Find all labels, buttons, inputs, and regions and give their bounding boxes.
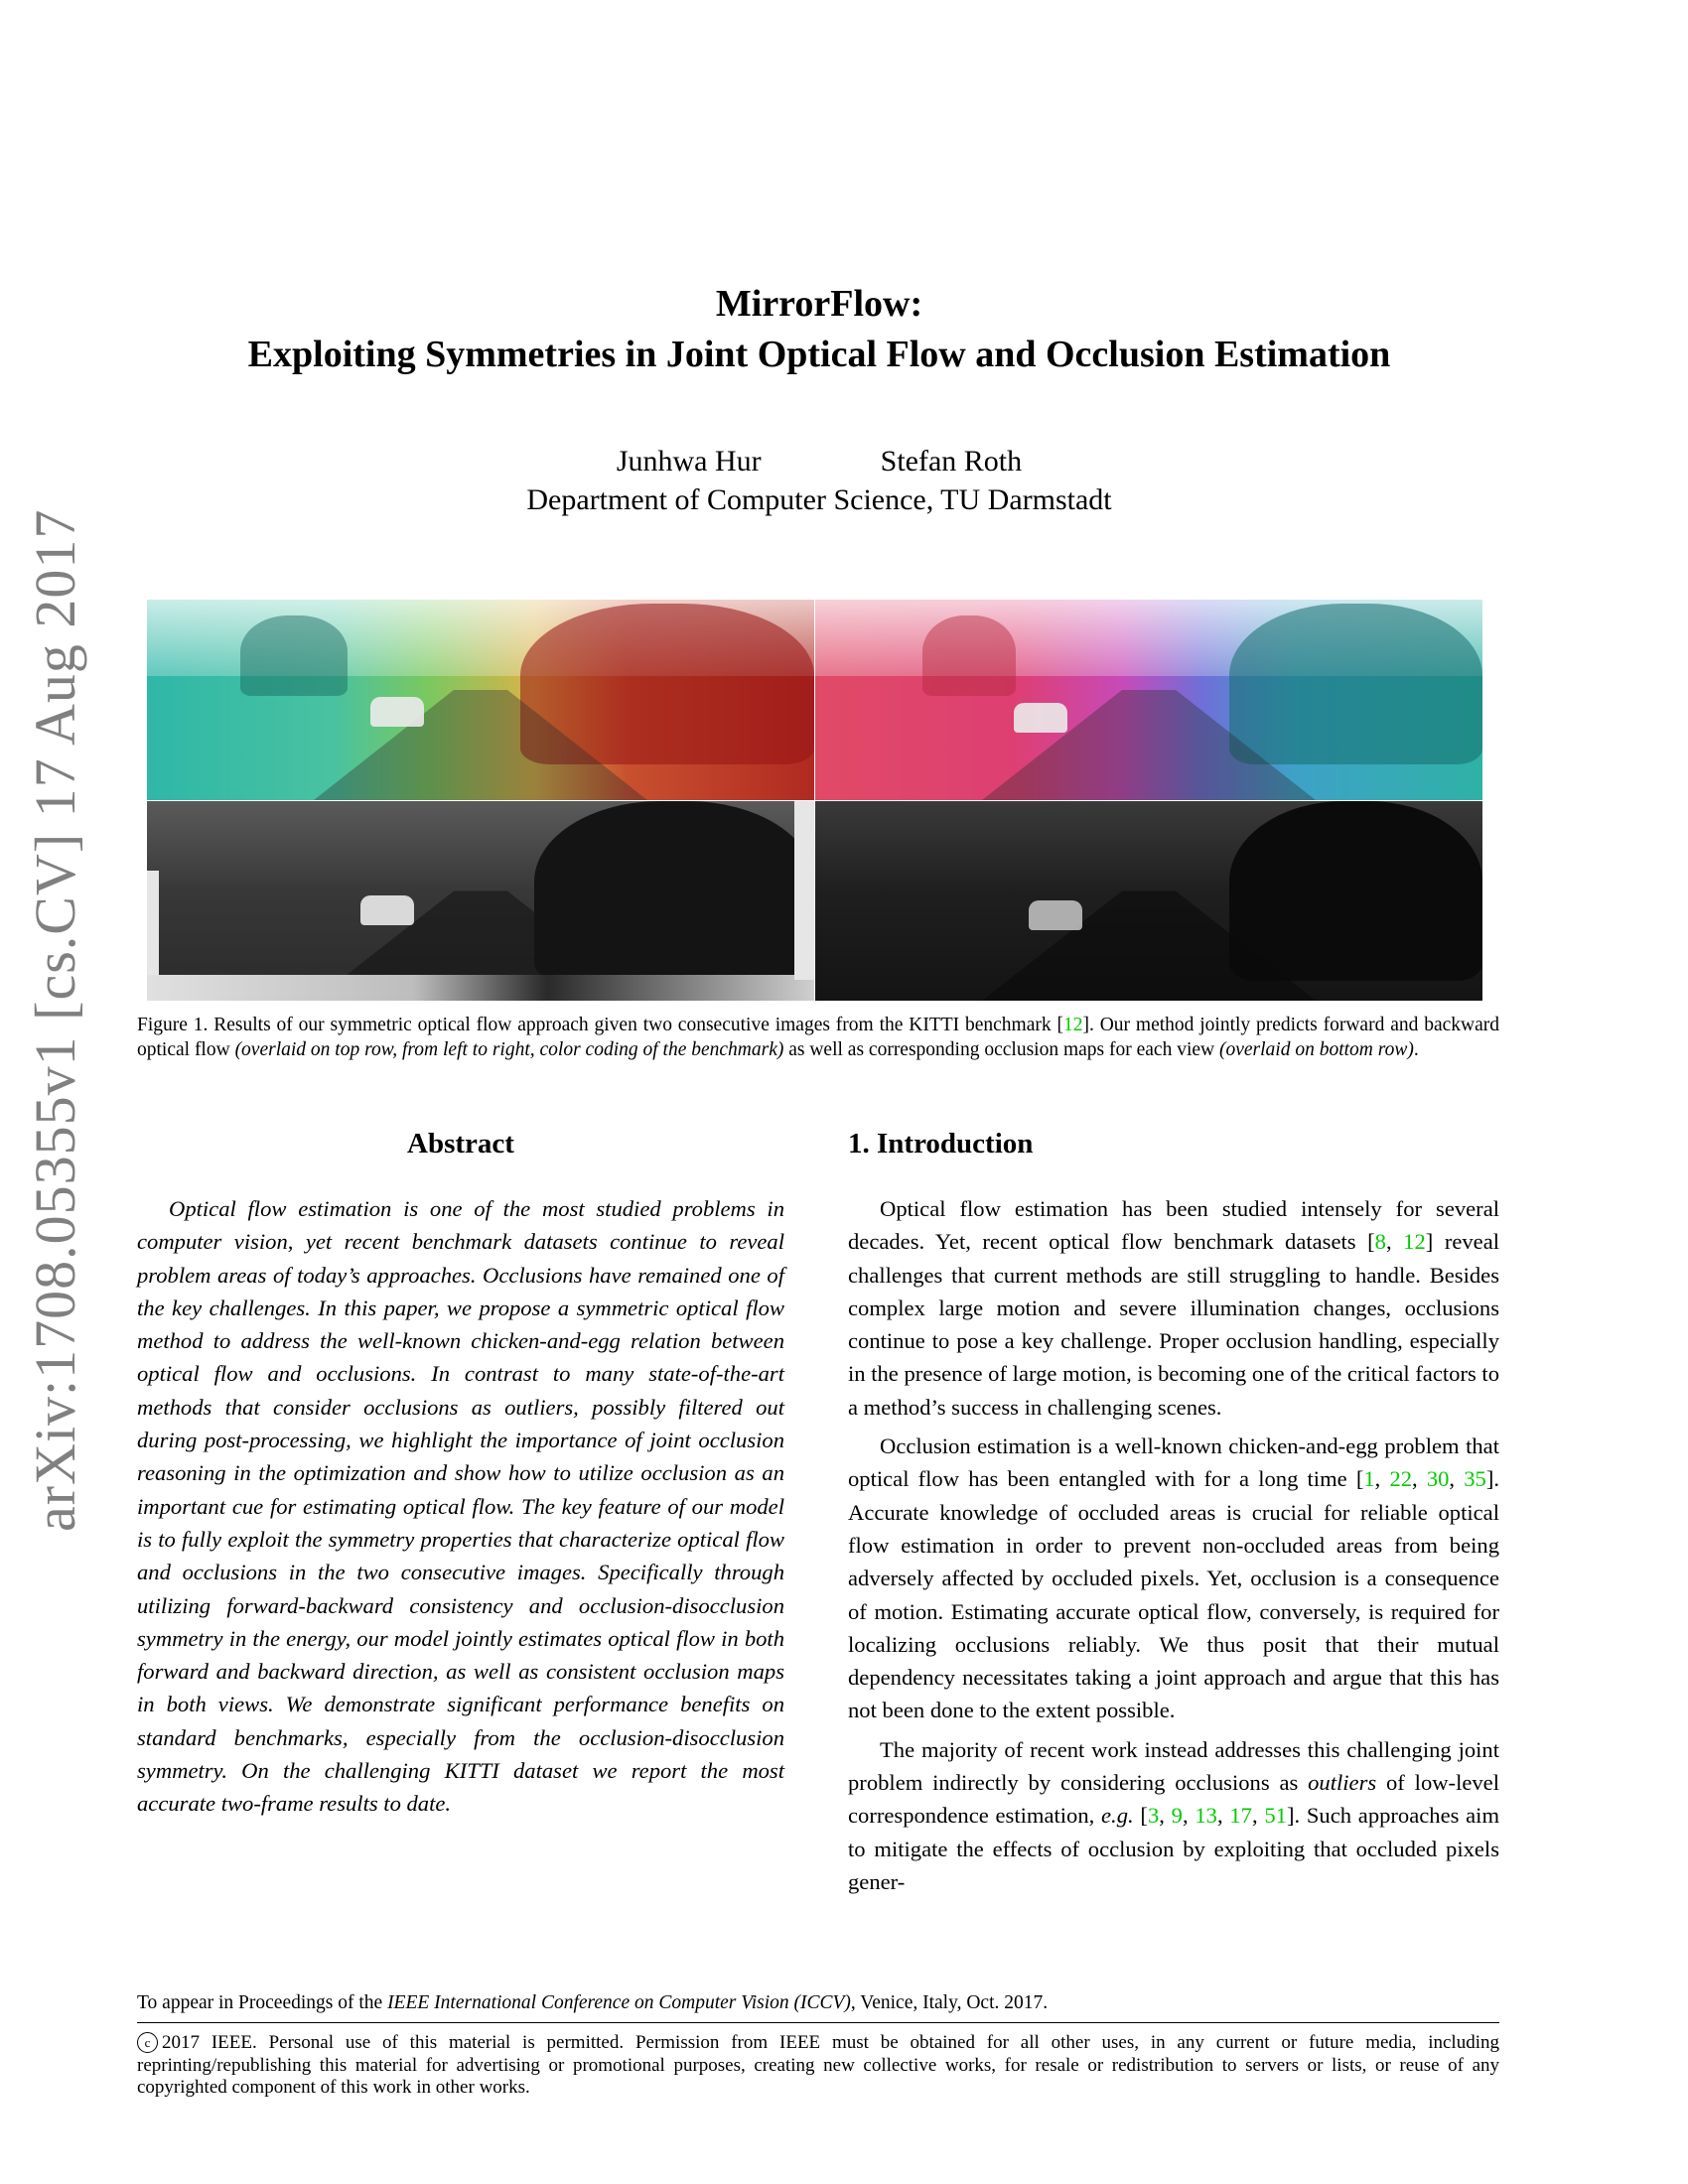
- author-list: [0, 445, 1638, 478]
- backward-occlusion-image: [815, 801, 1482, 1001]
- publication-note: To appear in Proceedings of the IEEE International Conference on Computer Vision (ICCV), Venice, Italy, Oct. 2017.: [137, 1992, 1049, 2013]
- citation-link[interactable]: 8: [1374, 1229, 1386, 1255]
- citation-link[interactable]: 30: [1426, 1466, 1450, 1492]
- backward-flow-image: [815, 600, 1482, 800]
- figure-caption: Figure 1. Results of our symmetric optical flow approach given two consecutive images from the KITTI benchmark [12]. Our method jointly predicts forward and backward optical flow (overlaid on top row, from left to right, color coding of the benchmark) as well as corresponding occlusion maps for each view (overlaid on bottom row).: [137, 1015, 1499, 1060]
- author-name: Junhwa Hur: [616, 445, 762, 478]
- forward-flow-image: [147, 600, 814, 800]
- affiliation: Department of Computer Science, TU Darmstadt: [526, 483, 1112, 516]
- citation-link[interactable]: 17: [1229, 1803, 1252, 1829]
- intro-paragraph-1: Optical flow estimation has been studied intensely for several decades. Yet, recent optical flow benchmark datasets [8, 12] reveal challenges that current methods are still struggling to handle. Besides complex large motion and severe illumination changes, occlusions continue to pose a key challenge. Proper occlusion handling, especially in the presence of large motion, is becoming one of the critical factors to a method’s success in challenging scenes.: [848, 1196, 1500, 1420]
- author-name: Stefan Roth: [880, 445, 1023, 478]
- intro-paragraph-3: The majority of recent work instead addresses this challenging joint problem indirectly by considering occlusions as outliers of low-level correspondence estimation, e.g. [3, 9, 13, 17, 51]. Such approaches aim to mitigate the effects of occlusion by exploiting that occluded pixels gener-: [848, 1736, 1500, 1894]
- intro-paragraph-2: Occlusion estimation is a well-known chicken-and-egg problem that optical flow has been entangled with for a long time [1, 22, 30, 35]. Accurate knowledge of occluded areas is crucial for reliable optical flow estimation in order to prevent non-occluded areas from being adversely affected by occluded pixels. Yet, occlusion is a consequence of motion. Estimating accurate optical flow, conversely, is required for localizing occlusions reliably. We thus posit that their mutual dependency necessitates taking a joint approach and argue that this has not been done to the extent possible.: [848, 1433, 1499, 1723]
- citation-link[interactable]: 13: [1195, 1803, 1217, 1829]
- copyright-icon: c: [137, 2032, 158, 2053]
- introduction-body: [848, 1192, 1499, 1898]
- citation-link[interactable]: 9: [1171, 1803, 1183, 1829]
- citation-link[interactable]: 35: [1464, 1466, 1486, 1492]
- citation-link[interactable]: 51: [1264, 1803, 1287, 1829]
- abstract-body: [137, 1192, 784, 1821]
- abstract-paragraph: Optical flow estimation is one of the most studied problems in computer vision, yet recent benchmark datasets continue to reveal problem areas of today’s approaches. Occlusions have remained one of the key challenges. In this paper, we propose a symmetric optical flow method to address the well-known chicken-and-egg relation between optical flow and occlusions. In contrast to many state-of-the-art methods that consider occlusions as outliers, possibly filtered out during post-processing, we highlight the importance of joint occlusion reasoning in the optimization and show how to utilize occlusion as an important cue for estimating optical flow. The key feature of our model is to fully exploit the symmetry properties that characterize optical flow and occlusions in the two consecutive images. Specifically through utilizing forward-backward consistency and occlusion-disocclusion symmetry in the energy, our model jointly estimates optical flow in both forward and backward direction, as well as consistent occlusion maps in both views. We demonstrate significant performance benefits on standard benchmarks, especially from the occlusion-disocclusion symmetry. On the challenging KITTI dataset we report the most accurate two-frame results to date.: [137, 1196, 784, 1817]
- citation-link[interactable]: 12: [1403, 1229, 1426, 1255]
- citation-link[interactable]: 3: [1147, 1803, 1160, 1829]
- citation-link[interactable]: 12: [1062, 1015, 1083, 1035]
- introduction-heading: 1. Introduction: [848, 1128, 1034, 1160]
- forward-occlusion-image: [147, 801, 814, 1001]
- citation-link[interactable]: 1: [1363, 1466, 1375, 1492]
- figure-1: [147, 600, 1482, 1001]
- paper-title-line1: MirrorFlow:: [715, 283, 923, 325]
- footer-divider: [137, 2022, 1499, 2023]
- citation-link[interactable]: 22: [1389, 1466, 1413, 1492]
- abstract-heading: Abstract: [407, 1128, 514, 1160]
- copyright-notice: c 2017 IEEE. Personal use of this material is permitted. Permission from IEEE must be obtained for all other uses, in any current or future media, including reprinting/republishing this material for advertising or promotional purposes, creating new collective works, for resale or redistribution to servers or lists, or reuse of any copyrighted component of this work in other works.: [137, 2032, 1499, 2098]
- arxiv-identifier: arXiv:1708.05355v1 [cs.CV] 17 Aug 2017: [23, 508, 87, 1532]
- paper-title-line2: Exploiting Symmetries in Joint Optical Flow and Occlusion Estimation: [247, 334, 1391, 375]
